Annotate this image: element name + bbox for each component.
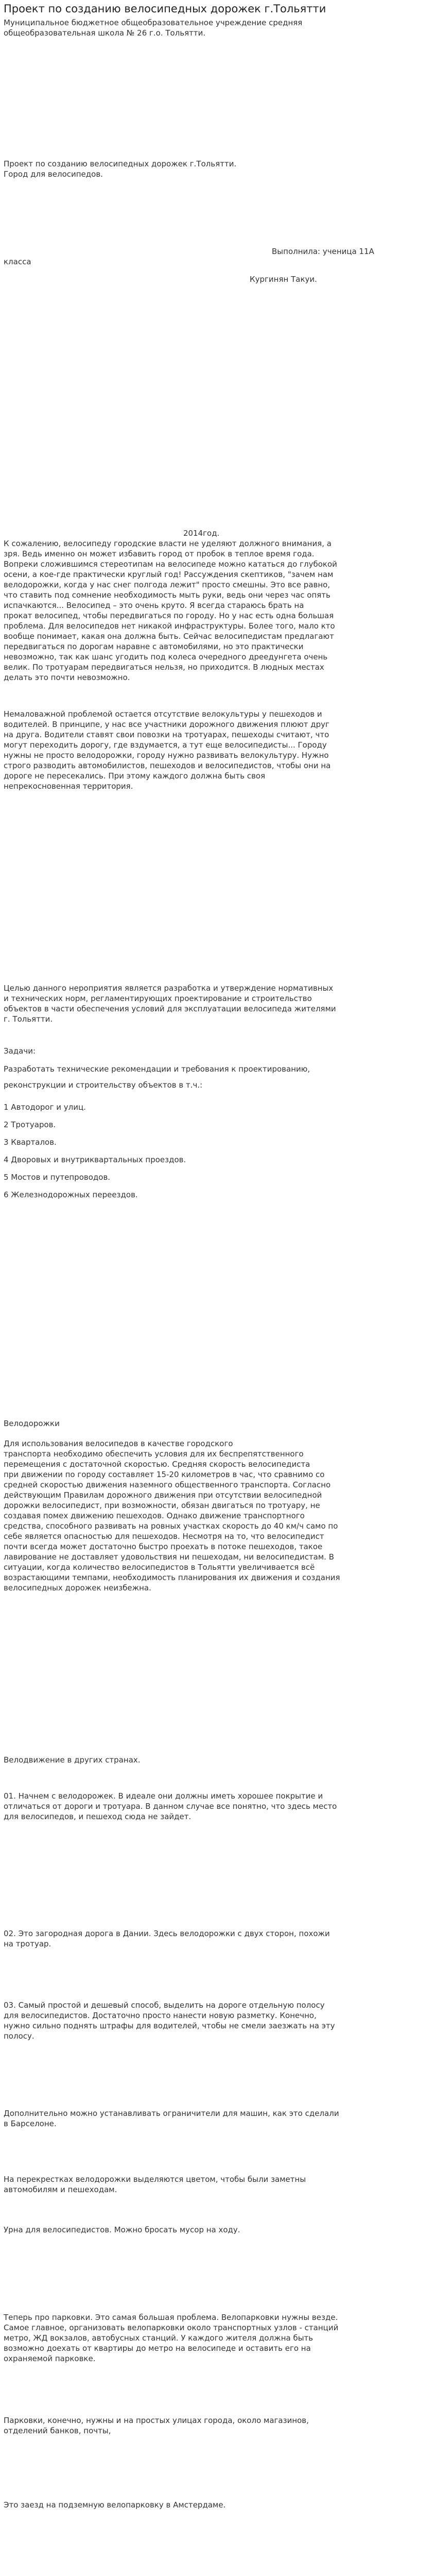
crossings-paragraph: На перекрестках велодорожки выделяются цветом, чтобы были заметны автомобилям и пешеходам.	[4, 2175, 306, 2194]
parking-paragraph: Теперь про парковки. Это самая большая проблема. Велопарковки нужны везде. Самое главное, организовать велопарковки около транспортных узлов - станций метро, ЖД вокзалов, автобусных станций. У каждого жителя должна быть возможно доехать от квартиры до метро на велосипеде и оставить его на охраняемой парковке.	[4, 2313, 339, 2363]
tasks-intro: Разработать технические рекомендации и требования к проектированию, реконструкции и строительству объектов в т.ч.:	[4, 1064, 310, 1090]
list-item: 6 Железнодорожных переездов.	[4, 1190, 138, 1199]
list-item: 2 Тротуаров.	[4, 1120, 56, 1129]
section-heading-velodorozhki: Велодорожки	[4, 1419, 60, 1428]
school-name: Муниципальное бюджетное общеобразовательное учреждение средняя общеобразовательная школа № 26 г.о. Тольятти.	[4, 18, 303, 38]
list-item: 4 Дворовых и внутриквартальных проездов.	[4, 1155, 186, 1164]
parking-streets-paragraph: Парковки, конечно, нужны и на простых улицах города, около магазинов, отделений банков, почты,	[4, 2416, 309, 2435]
project-heading: Проект по созданию велосипедных дорожек г.Тольятти. Город для велосипедов.	[4, 159, 237, 179]
section-heading-other-countries: Велодвижение в других странах.	[4, 1755, 141, 1765]
amsterdam-paragraph: Это заезд на подземную велопарковку в Амстердаме.	[4, 2500, 226, 2510]
problem-paragraph: Немаловажной проблемой остается отсутствие велокультуры у пешеходов и водителей. В принципе, у нас все участники дорожного движения плюют друг на друга. Водители ставят свои повозки на тротуарах, пешеходы считают, что могут переходить дорогу, где вздумается, а тут еще велосипедисты... Городу нужны не просто велодорожки, городу нужно развивать велокультуру. Нужно строго разводить автомобилистов, пешеходов и велосипедистов, чтобы они на дороге не пересекались. При этому каждого должна быть своя непрекосновенная территория.	[4, 709, 331, 791]
list-item: 5 Мостов и путепроводов.	[4, 1173, 111, 1182]
bins-paragraph: Урна для велосипедистов. Можно бросать мусор на ходу.	[4, 2225, 240, 2234]
intro-paragraph: К сожалению, велосипеду городские власти не уделяют должного внимания, а зря. Ведь именно он может избавить город от пробок в теплое время года. Вопреки сложившимся стереотипам на велосипеде можно кататься до глубокой осени, а кое-где практически круглый год! Рассуждения скептиков, "зачем нам велодорожки, когда у нас снег полгода лежит" просто смешны. Это все равно, что ставить под сомнение необходимость мыть руки, ведь они через час опять испачкаются... Велосипед – это очень круто. Я всегда стараюсь брать на прокат велосипед, чтобы передвигаться по городу. Но у нас есть одна большая проблема. Для велосипедов нет никакой инфраструктуры. Более того, мало кто вообще понимает, какая она должна быть. Сейчас велосипедистам предлагают передвигаться по дорогам наравне с автомобилями, но это практически невозможно, так как шанс угодить под колеса очередного дреедунгета очень велик. По тротуарам передвигаться нельзя, но приходится. В людных местах делать это почти невозможно.	[4, 539, 337, 682]
example-01: 01. Начнем с велодорожек. В идеале они должны иметь хорошее покрытие и отличаться от дороги и тротуара. В данном случае все понятно, что здесь место для велосипедов, и пешеход сюда не зайдет.	[4, 1791, 337, 1821]
velodorozhki-paragraph: Для использования велосипедов в качестве городского транспорта необходимо обеспечить условия для их беспрепятственного перемещения с достаточной скоростью. Средняя скорость велосипедиста при движении по городу составляет 15-20 километров в час, что сравнимо со средней скоростью движения наземного общественного транспорта. Согласно действующим Правилам дорожного движения при отсутствии велосипедной дорожки велосипедист, при возможности, обязан двигаться по тротуару, не создавая помех движению пешеходов. Однако движение транспортного средства, способного развивать на ровных участках скорость до 40 км/ч само по себе является опасностью для пешеходов. Несмотря на то, что велосипедист почти всегда может достаточно быстро проехать в потоке пешеходов, такое лавирование не доставляет удовольствия ни пешеходам, ни велосипедистам. В ситуации, когда количество велосипедистов в Тольятти увеличивается всё возрастающими темпами, необходимость планирования их движения и создания велосипедных дорожек неизбежна.	[4, 1439, 340, 1592]
limiters-paragraph: Дополнительно можно устанавливать ограничители для машин, как это сделали в Барселоне.	[4, 2109, 339, 2128]
example-02: 02. Это загородная дорога в Дании. Здесь велодорожки с двух сторон, похожи на тротуар.	[4, 1929, 330, 1948]
example-03: 03. Самый простой и дешевый способ, выделить на дороге отдельную полосу для велосипедистов. Достаточно просто нанести новую разметку. Конечно, нужно сильно поднять штрафы для водителей, чтобы не смели заезжать на эту полосу.	[4, 2001, 335, 2041]
year: 2014год.	[183, 529, 220, 538]
goal-paragraph: Целью данного нероприятия является разработка и утверждение нормативных и технических норм, регламентирующих проектирование и строительство объектов в части обеспечения условий для эксплуатации велосипеда жителями г. Тольятти.	[4, 984, 336, 1024]
tasks-list	[4, 1102, 432, 1200]
class-label: класса	[4, 257, 31, 266]
document-title: Проект по созданию велосипедных дорожек г.Тольятти	[4, 3, 326, 15]
list-item: 3 Кварталов.	[4, 1138, 57, 1147]
author-line: Выполнила: ученица 11А	[272, 247, 374, 256]
list-item: 1 Автодорог и улиц.	[4, 1103, 86, 1112]
tasks-label: Задачи:	[4, 1046, 36, 1056]
author-name: Кургинян Такуи.	[250, 275, 317, 284]
